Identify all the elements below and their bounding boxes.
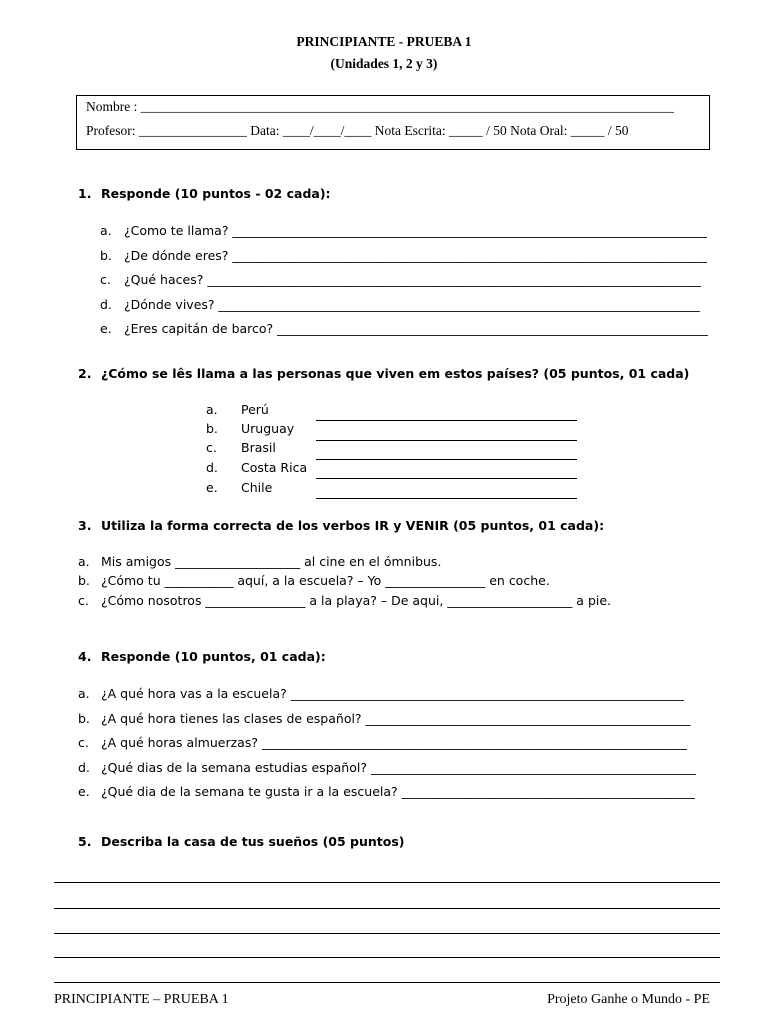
page-title: PRINCIPIANTE - PRUEBA 1: [296, 34, 472, 49]
item-letter: b.: [78, 711, 90, 726]
item-letter: e.: [100, 321, 112, 336]
question-text[interactable]: ¿A qué hora tienes las clases de español? ____________________________________________________: [101, 711, 691, 726]
item-letter: c.: [100, 272, 111, 287]
country-name: Brasil: [241, 440, 276, 455]
footer-right: Projeto Ganhe o Mundo - PE: [547, 992, 710, 1007]
answer-line[interactable]: [316, 406, 577, 421]
country-name: Uruguay: [241, 421, 295, 436]
item-letter: c.: [78, 593, 89, 608]
section-number: 1.: [78, 186, 92, 201]
item-letter: a.: [206, 402, 218, 417]
writing-line[interactable]: [54, 896, 720, 909]
item-letter: a.: [100, 223, 112, 238]
page-subtitle: (Unidades 1, 2 y 3): [330, 56, 438, 71]
section-number: 4.: [78, 649, 92, 664]
student-info-box: [76, 95, 710, 150]
question-text[interactable]: ¿Como te llama? ____________________________________________________________________________: [124, 223, 708, 238]
writing-line[interactable]: [54, 970, 720, 983]
item-letter: d.: [100, 297, 112, 312]
section-number: 2.: [78, 366, 92, 381]
question-text[interactable]: ¿Qué haces? _______________________________________________________________________________: [124, 272, 702, 287]
answer-line[interactable]: [316, 464, 577, 479]
question-text[interactable]: ¿Qué dias de la semana estudias español? ____________________________________________________: [101, 760, 696, 775]
answer-line[interactable]: [316, 484, 577, 499]
fill-in-text[interactable]: ¿Cómo tu ___________ aquí, a la escuela? – Yo ________________ en coche.: [101, 573, 550, 588]
item-letter: a.: [78, 686, 90, 701]
question-text[interactable]: ¿A qué horas almuerzas? ____________________________________________________________________: [101, 735, 687, 750]
footer-left: PRINCIPIANTE – PRUEBA 1: [54, 992, 229, 1007]
item-letter: b.: [206, 421, 218, 436]
item-letter: b.: [100, 248, 112, 263]
section-number: 3.: [78, 518, 92, 533]
country-name: Perú: [241, 402, 269, 417]
item-letter: b.: [78, 573, 90, 588]
answer-line[interactable]: [316, 426, 577, 441]
item-letter: d.: [78, 760, 90, 775]
question-text[interactable]: ¿Eres capitán de barco? _____________________________________________________________________: [124, 321, 709, 336]
section-title: Describa la casa de tus sueños (05 puntos): [101, 834, 405, 849]
writing-line[interactable]: [54, 945, 720, 958]
question-text[interactable]: ¿A qué hora vas a la escuela? _______________________________________________________________: [101, 686, 685, 701]
item-letter: c.: [206, 440, 217, 455]
section-title: Responde (10 puntos, 01 cada):: [101, 649, 326, 664]
item-letter: d.: [206, 460, 218, 475]
country-name: Chile: [241, 480, 273, 495]
name-field[interactable]: Nombre : _______________________________________________________________________________: [86, 99, 674, 114]
section-title: ¿Cómo se lês llama a las personas que viven em estos países? (05 puntos, 01 cada): [101, 366, 690, 381]
item-letter: c.: [78, 735, 89, 750]
item-letter: e.: [206, 480, 218, 495]
section-title: Responde (10 puntos - 02 cada):: [101, 186, 331, 201]
teacher-date-grade-fields[interactable]: Profesor: ________________ Data: ____/____/____ Nota Escrita: _____ / 50 Nota Oral: _____ / 50: [86, 123, 629, 138]
fill-in-text[interactable]: Mis amigos ____________________ al cine en el ómnibus.: [101, 554, 442, 569]
answer-line[interactable]: [316, 445, 577, 460]
writing-line[interactable]: [54, 870, 720, 883]
question-text[interactable]: ¿Dónde vives? _____________________________________________________________________________: [124, 297, 700, 312]
fill-in-text[interactable]: ¿Cómo nosotros ________________ a la playa? – De aqui, ____________________ a pie.: [101, 593, 612, 608]
writing-line[interactable]: [54, 921, 720, 934]
item-letter: e.: [78, 784, 90, 799]
country-name: Costa Rica: [241, 460, 308, 475]
section-title: Utiliza la forma correcta de los verbos IR y VENIR (05 puntos, 01 cada):: [101, 518, 605, 533]
item-letter: a.: [78, 554, 90, 569]
question-text[interactable]: ¿Qué dia de la semana te gusta ir a la escuela? _______________________________________________: [101, 784, 696, 799]
question-text[interactable]: ¿De dónde eres? ____________________________________________________________________________: [124, 248, 708, 263]
section-number: 5.: [78, 834, 92, 849]
